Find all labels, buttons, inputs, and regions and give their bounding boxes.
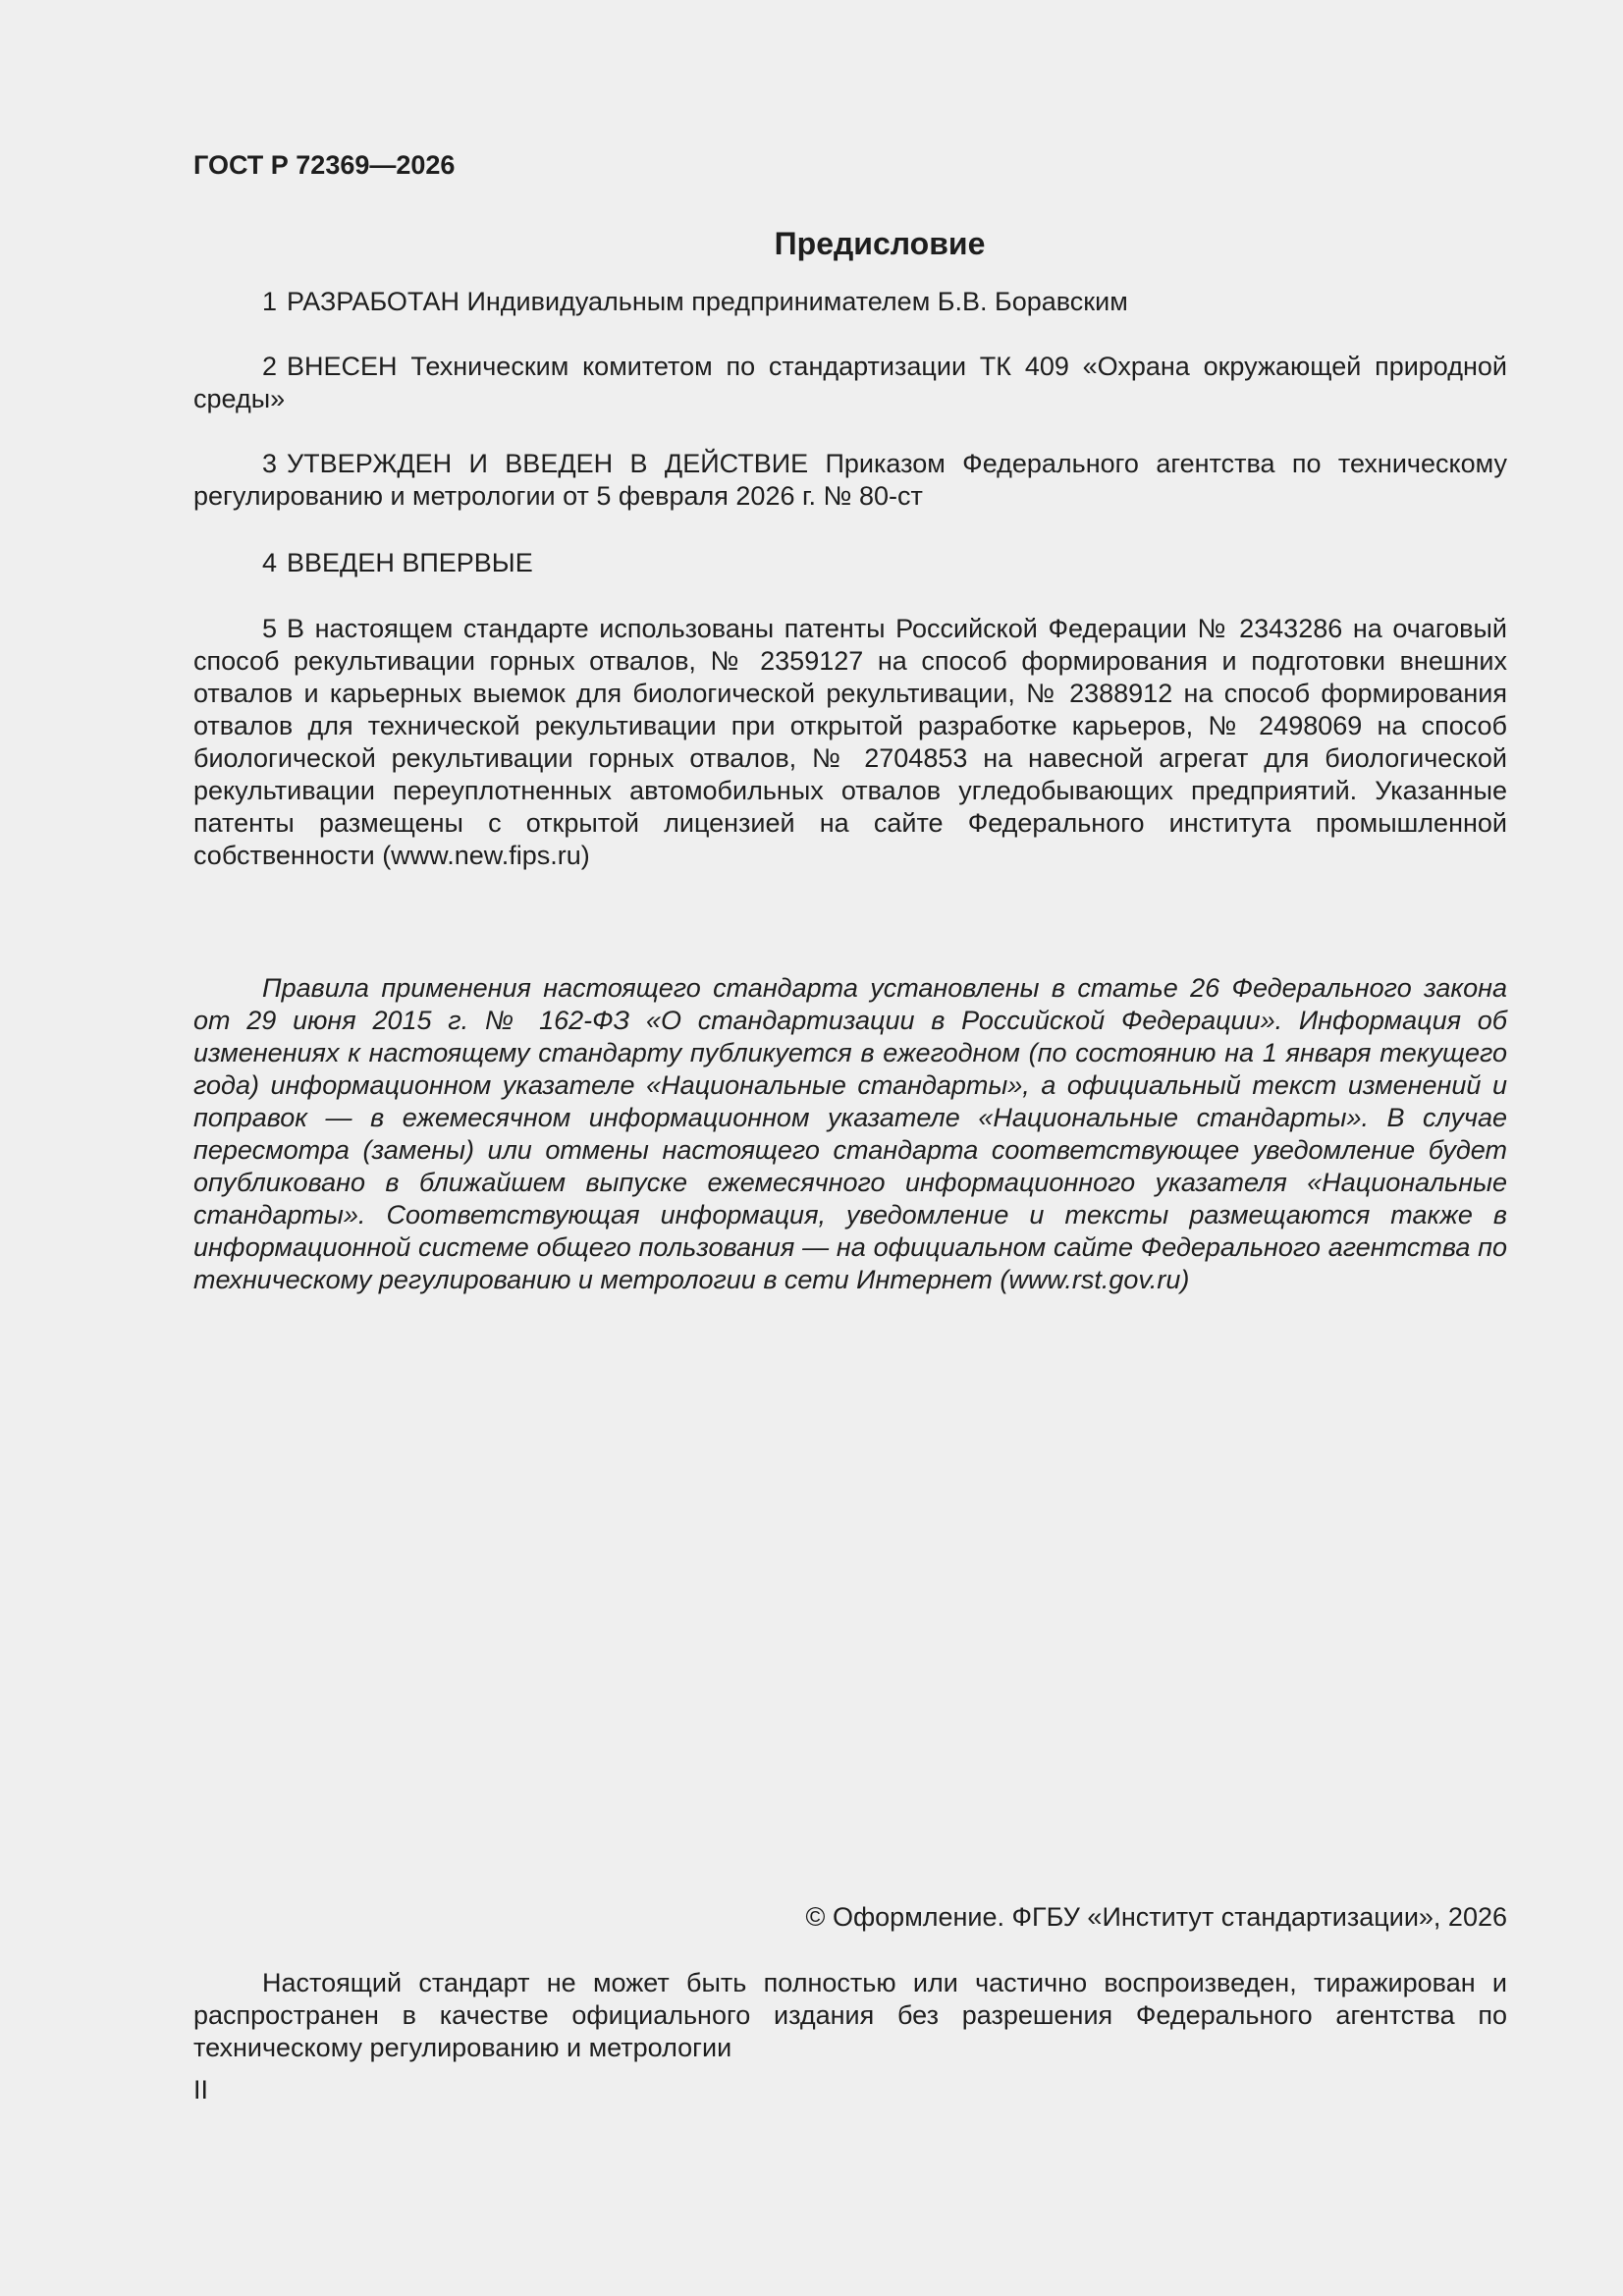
copyright-line: © Оформление. ФГБУ «Институт стандартизации», 2026 [805, 1902, 1507, 1932]
item-number: 3 [262, 449, 278, 478]
item-number: 1 [262, 287, 278, 316]
page-number: II [193, 2075, 209, 2105]
item-text: Приказом Федерального агентства по техническому регулированию и метрологии от 5 февраля 2026 г. № 80-ст [193, 449, 1507, 511]
item-lead: ВНЕСЕН [287, 352, 398, 381]
foreword-item-3 [193, 448, 1507, 513]
foreword-item-5 [193, 613, 1507, 872]
item-text: Индивидуальным предпринимателем Б.В. Боравским [459, 287, 1128, 316]
item-text: Техническим комитетом по стандартизации ТК 409 «Охрана окружающей природной среды» [193, 352, 1507, 413]
item-text: настоящем стандарте использованы патенты Российской Федерации № 2343286 на очаговый способ рекультивации горных отвалов, № 2359127 на способ формирования и подготовки внешних отвалов и карьерных выемок для биологической рекультивации, № 2388912 на способ формирования отвалов для технической рекультивации при открытой разработке карьеров, № 2498069 на способ биологической рекультивации горных отвалов, № 2704853 на навесной агрегат для биологической рекультивации переуплотненных автомобильных отвалов угледобывающих предприятий. Указанные патенты размещены с открытой лицензией на сайте Федерального института промышленной собственности (www.new.fips.ru) [193, 614, 1507, 870]
item-number: 2 [262, 352, 278, 381]
item-number: 4 [262, 548, 278, 577]
item-lead: РАЗРАБОТАН [287, 287, 460, 316]
foreword-item-4 [193, 547, 1507, 579]
item-lead: УТВЕРЖДЕН И ВВЕДЕН В ДЕЙСТВИЕ [287, 449, 809, 478]
application-rules-note: Правила применения настоящего стандарта установлены в статье 26 Федерального закона от 29 июня 2015 г. № 162-ФЗ «О стандартизации в Российской Федерации». Информация об изменениях к настоящему стандарту публикуется в ежегодном (по состоянию на 1 января текущего года) информационном указателе «Национальные стандарты», а официальный текст изменений и поправок — в ежемесячном информационном указателе «Национальные стандарты». В случае пересмотра (замены) или отмены настоящего стандарта соответствующее уведомление будет опубликовано в ближайшем выпуске ежемесячного информационного указателя «Национальные стандарты». Соответствующая информация, уведомление и тексты размещаются также в информационной системе общего пользования — на официальном сайте Федерального агентства по техническому регулированию и метрологии в сети Интернет (www.rst.gov.ru) [193, 973, 1507, 1294]
standard-code: ГОСТ Р 72369—2026 [193, 150, 456, 180]
foreword-item-2 [193, 351, 1507, 415]
item-number: 5 [262, 614, 278, 643]
item-lead: ВВЕДЕН ВПЕРВЫЕ [287, 548, 533, 577]
reproduction-notice: Настоящий стандарт не может быть полностью или частично воспроизведен, тиражирован и распространен в качестве официального издания без разрешения Федерального агентства по техническому регулированию и метрологии [193, 1968, 1507, 2062]
item-lead: В [287, 614, 305, 643]
page-title: Предисловие [774, 226, 986, 261]
foreword-item-1 [193, 286, 1507, 318]
